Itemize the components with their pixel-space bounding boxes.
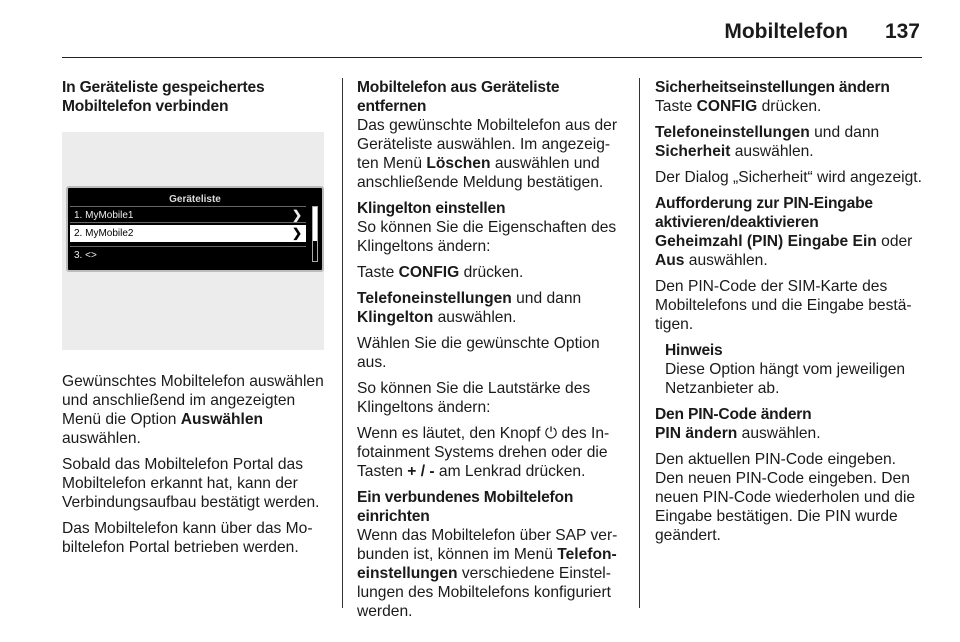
device-screen-figure	[62, 132, 324, 350]
paragraph: Das Mobiltelefon kann über das Mobiltelefon Portal betrieben werden.	[62, 520, 313, 556]
paragraph: PIN ändern auswählen.	[655, 425, 821, 442]
section-heading: Den PIN-Code ändern	[655, 406, 812, 423]
device-list-display	[66, 186, 324, 272]
chevron-right-icon: ❯	[291, 226, 302, 240]
section-heading: Ein verbundenes Mobiltelefon einrichten	[357, 489, 574, 525]
paragraph: Geheimzahl (PIN) Eingabe Ein oder Aus auswählen.	[655, 233, 913, 269]
device-list-item: 3. <>	[70, 246, 306, 263]
column-divider	[342, 78, 343, 608]
paragraph: Den aktuellen PIN-Code eingeben. Den neuen PIN-Code eingeben. Den neuen PIN-Code wiederholen und die Eingabe bestätigen. Die PIN wurde geändert.	[655, 451, 916, 544]
paragraph: Wenn das Mobiltelefon über SAP verbunden ist, können im Menü Telefoneinstellungen verschiedene Einstellungen des Mobiltelefons konfiguriert werden.	[357, 527, 618, 620]
page-number: 137	[884, 20, 920, 43]
paragraph: So können Sie die Lautstärke des Klingeltons ändern:	[357, 380, 591, 416]
column-middle	[357, 78, 625, 628]
device-list-item: 1. MyMobile1 ❯	[70, 206, 306, 223]
device-list-title: Geräteliste	[169, 194, 221, 205]
column-left	[62, 78, 324, 564]
paragraph: Wenn es läutet, den Knopf ⏻ des Infotainment Systems drehen oder die Tasten + / - am Lenkrad drücken.	[357, 425, 610, 480]
section-heading: Mobiltelefon aus Geräteliste entfernen	[357, 79, 560, 115]
column-divider	[639, 78, 640, 608]
paragraph: Taste CONFIG drücken.	[357, 264, 524, 281]
paragraph: Taste CONFIG drücken.	[655, 98, 822, 115]
section-heading: Klingelton einstellen	[357, 200, 506, 217]
chevron-right-icon: ❯	[291, 208, 302, 222]
note-title: Hinweis	[665, 342, 723, 359]
paragraph: Der Dialog „Sicherheit“ wird angezeigt.	[655, 169, 922, 186]
device-list-item-selected: 2. MyMobile2 ❯	[70, 225, 306, 242]
paragraph: Telefoneinstellungen und dann Sicherheit auswählen.	[655, 124, 880, 160]
scrollbar	[312, 206, 318, 262]
paragraph: Das gewünschte Mobiltelefon aus der Geräteliste auswählen. Im angezeigten Menü Löschen auswählen und anschließende Meldung bestätigen.	[357, 117, 618, 191]
paragraph: Telefoneinstellungen und dann Klingelton auswählen.	[357, 290, 582, 326]
power-knob-icon: ⏻	[544, 425, 558, 442]
paragraph: So können Sie die Eigenschaften des Klingeltons ändern:	[357, 219, 617, 255]
section-heading: Sicherheitseinstellungen ändern	[655, 79, 890, 96]
column-right	[655, 78, 923, 552]
paragraph: Sobald das Mobiltelefon Portal das Mobiltelefon erkannt hat, kann der Verbindungsaufbau bestätigt werden.	[62, 456, 320, 511]
paragraph: Den PIN-Code der SIM-Karte des Mobiltelefons und die Eingabe bestätigen.	[655, 278, 912, 333]
header-divider	[62, 57, 922, 58]
section-heading: In Geräteliste gespeichertes Mobiltelefon verbinden	[62, 79, 265, 115]
page-title: Mobiltelefon	[724, 20, 848, 43]
note-box	[665, 341, 923, 398]
paragraph: Wählen Sie die gewünschte Option aus.	[357, 335, 600, 371]
page-header	[62, 0, 922, 58]
paragraph: Gewünschtes Mobiltelefon auswählen und anschließend im angezeigten Menü die Option Auswählen auswählen.	[62, 373, 324, 447]
section-heading: Aufforderung zur PIN-Eingabe aktivieren/deaktivieren	[655, 195, 873, 231]
note-text: Diese Option hängt vom jeweiligen Netzanbieter ab.	[665, 361, 906, 397]
